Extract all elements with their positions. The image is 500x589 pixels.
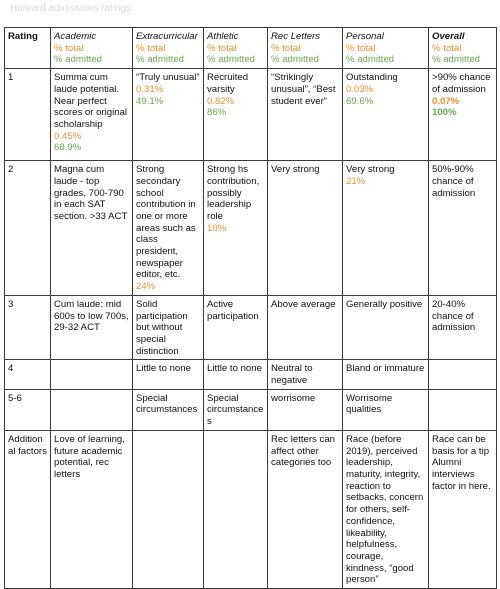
- athletic-cell: Active participation: [204, 295, 268, 360]
- rec-letters-cell: Very strong: [268, 161, 343, 296]
- admissions-ratings-table: [4, 27, 497, 589]
- overall-cell: 50%-90% chance of admission: [429, 161, 497, 296]
- overall-cell: [429, 389, 497, 430]
- faint-title: Harvard admissions ratings: [10, 3, 132, 14]
- header-academic: Academic % total % admitted: [51, 28, 133, 69]
- extracurricular-cell: [133, 430, 204, 588]
- personal-cell: Race (before 2019), perceived leadership, maturity, integrity, reaction to setbacks, concern for others, self-confidence, likeability, helpfulness, courage, kindness, “good person”: [343, 430, 429, 588]
- rating-cell: Additional factors: [5, 430, 51, 588]
- academic-cell: [51, 360, 133, 389]
- athletic-cell: Special circumstances: [204, 389, 268, 430]
- overall-cell: 20-40% chance of admission: [429, 295, 497, 360]
- header-row: [5, 28, 497, 69]
- table-row: [5, 360, 497, 389]
- rating-cell: 3: [5, 295, 51, 360]
- rec-letters-cell: “Strikingly unusual”, “Best student ever”: [268, 69, 343, 161]
- table-row: [5, 161, 497, 296]
- header-extracurricular: Extracurricular % total % admitted: [133, 28, 204, 69]
- table-row: [5, 430, 497, 588]
- personal-cell: Worrisome qualities: [343, 389, 429, 430]
- academic-cell: Summa cum laude potential. Near perfect scores or original scholarship 0.45% 68.9%: [51, 69, 133, 161]
- extracurricular-cell: Special circumstances: [133, 389, 204, 430]
- academic-cell: [51, 389, 133, 430]
- academic-cell: Love of learning, future academic potential, rec letters: [51, 430, 133, 588]
- personal-cell: Bland or immature: [343, 360, 429, 389]
- header-overall: Overall % total % admitted: [429, 28, 497, 69]
- academic-cell: Magna cum laude - top grades, 700-790 in each SAT section. >33 ACT: [51, 161, 133, 296]
- rating-cell: 4: [5, 360, 51, 389]
- header-rating: Rating: [5, 28, 51, 69]
- header-rec-letters: Rec Letters % total % admitted: [268, 28, 343, 69]
- overall-cell: Race can be basis for a tip Alumni interviews factor in here.: [429, 430, 497, 588]
- rec-letters-cell: worrisome: [268, 389, 343, 430]
- personal-cell: Very strong 21%: [343, 161, 429, 296]
- table-row: [5, 389, 497, 430]
- athletic-cell: Little to none: [204, 360, 268, 389]
- table-row: [5, 69, 497, 161]
- rec-letters-cell: Rec letters can affect other categories too: [268, 430, 343, 588]
- academic-cell: Cum laude: mid 600s to low 700s, 29-32 ACT: [51, 295, 133, 360]
- header-athletic: Athletic % total % admitted: [204, 28, 268, 69]
- athletic-cell: Strong hs contribution, possibly leadership role 10%: [204, 161, 268, 296]
- extracurricular-cell: Little to none: [133, 360, 204, 389]
- extracurricular-cell: “Truly unusual” 0.31% 49.1%: [133, 69, 204, 161]
- rec-letters-cell: Neutral to negative: [268, 360, 343, 389]
- athletic-cell: [204, 430, 268, 588]
- table-row: [5, 295, 497, 360]
- athletic-cell: Recruited varsity 0.82% 86%: [204, 69, 268, 161]
- extracurricular-cell: Solid participation but without special distinction: [133, 295, 204, 360]
- overall-cell: >90% chance of admission 0.07% 100%: [429, 69, 497, 161]
- overall-cell: [429, 360, 497, 389]
- rec-letters-cell: Above average: [268, 295, 343, 360]
- rating-cell: 5-6: [5, 389, 51, 430]
- header-personal: Personal % total % admitted: [343, 28, 429, 69]
- personal-cell: Outstanding 0.03% 69.6%: [343, 69, 429, 161]
- rating-cell: 2: [5, 161, 51, 296]
- personal-cell: Generally positive: [343, 295, 429, 360]
- extracurricular-cell: Strong secondary school contribution in one or more areas such as class president, newspaper editor, etc. 24%: [133, 161, 204, 296]
- rating-cell: 1: [5, 69, 51, 161]
